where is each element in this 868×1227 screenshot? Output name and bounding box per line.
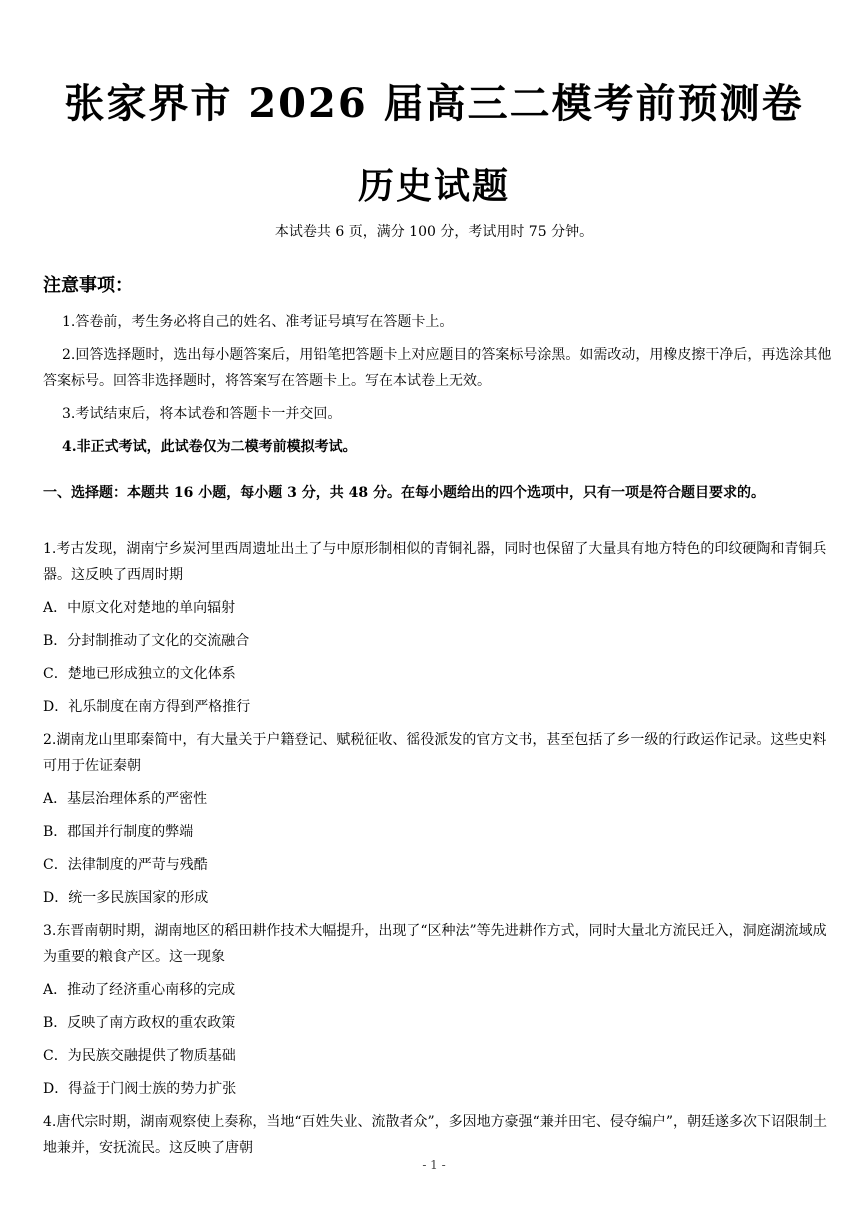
notice-heading: 注意事项： [43, 275, 133, 296]
option-a: A．推动了经济重心南移的完成 [43, 982, 236, 998]
option-b: B．分封制推动了文化的交流融合 [43, 633, 250, 649]
option-c: C．楚地已形成独立的文化体系 [43, 666, 236, 682]
option-a: A．基层治理体系的严密性 [43, 791, 208, 807]
section-heading: 一、选择题：本题共 16 小题，每小题 3 分，共 48 分。在每小题给出的四个选项中，只有一项是符合题目要求的。 [43, 485, 765, 501]
option-b: B．郡国并行制度的弊端 [43, 824, 194, 840]
option-d: D．得益于门阀士族的势力扩张 [43, 1081, 237, 1097]
option-d: D．礼乐制度在南方得到严格推行 [43, 699, 251, 715]
page-number: - 1 - [422, 1158, 446, 1172]
notice-list [43, 309, 833, 467]
question-1 [43, 536, 829, 720]
exam-title: 张家界市 2026 届高三二模考前预测卷 [64, 80, 804, 127]
question-stem: 1.考古发现，湖南宁乡炭河里西周遗址出土了与中原形制相似的青铜礼器，同时也保留了大量具有地方特色的印纹硬陶和青铜兵器。这反映了西周时期 [43, 541, 827, 583]
option-d: D．统一多民族国家的形成 [43, 890, 209, 906]
subject-title: 历史试题 [357, 165, 510, 207]
question-4 [43, 1109, 829, 1161]
question-2 [43, 727, 829, 911]
exam-info: 本试卷共 6 页，满分 100 分，考试用时 75 分钟。 [274, 224, 594, 240]
option-a: A．中原文化对楚地的单向辐射 [43, 600, 236, 616]
option-c: C．法律制度的严苛与残酷 [43, 857, 208, 873]
notice-item: 3.考试结束后，将本试卷和答题卡一并交回。 [62, 406, 342, 422]
option-c: C．为民族交融提供了物质基础 [43, 1048, 236, 1064]
question-stem: 3.东晋南朝时期，湖南地区的稻田耕作技术大幅提升，出现了“区种法”等先进耕作方式，同时大量北方流民迁入，洞庭湖流域成为重要的粮食产区。这一现象 [43, 923, 827, 965]
notice-item: 2.回答选择题时，选出每小题答案后，用铅笔把答题卡上对应题目的答案标号涂黑。如需改动，用橡皮擦干净后，再选涂其他答案标号。回答非选择题时，将答案写在答题卡上。写在本试卷上无效。 [43, 347, 832, 389]
question-list [43, 536, 829, 1168]
notice-item: 1.答卷前，考生务必将自己的姓名、准考证号填写在答题卡上。 [62, 314, 454, 330]
option-b: B．反映了南方政权的重农政策 [43, 1015, 236, 1031]
question-stem: 2.湖南龙山里耶秦简中，有大量关于户籍登记、赋税征收、徭役派发的官方文书，甚至包括了乡一级的行政运作记录。这些史料可用于佐证秦朝 [43, 732, 827, 774]
question-3 [43, 918, 829, 1102]
question-stem: 4.唐代宗时期，湖南观察使上奏称，当地“百姓失业、流散者众”，多因地方豪强“兼并田宅、侵夺编户”，朝廷遂多次下诏限制土地兼并，安抚流民。这反映了唐朝 [43, 1114, 827, 1156]
notice-item: 4.非正式考试，此试卷仅为二模考前模拟考试。 [62, 439, 357, 455]
